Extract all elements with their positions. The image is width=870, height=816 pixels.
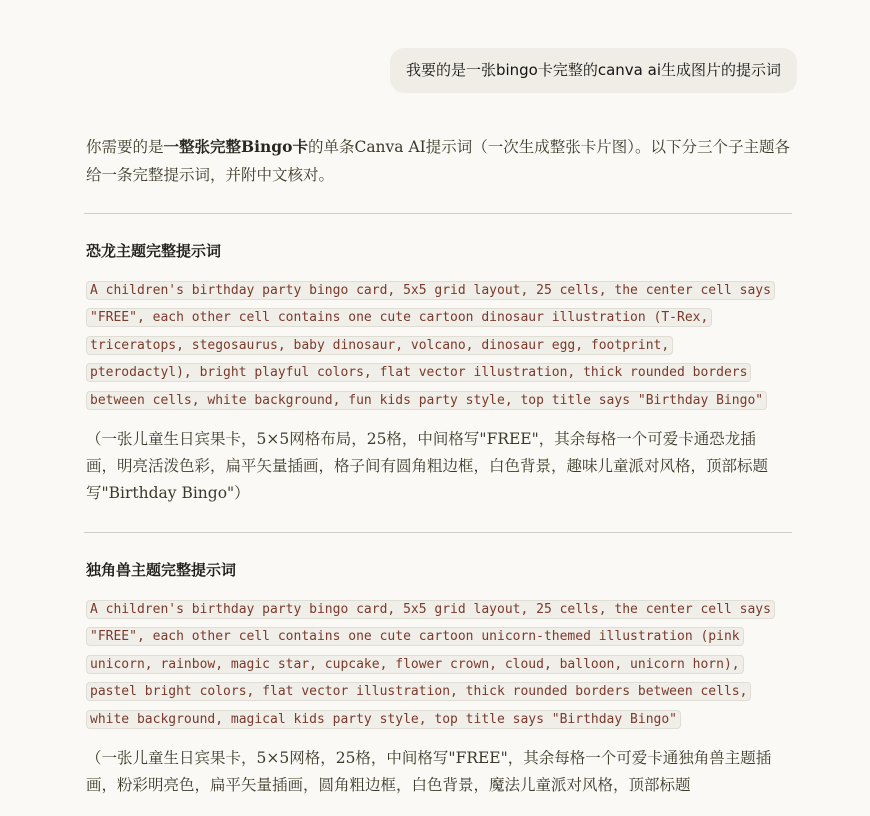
user-message-text: 我要的是一张bingo卡完整的canva ai生成图片的提示词 [405, 61, 781, 79]
intro-prefix: 你需要的是 [86, 138, 164, 156]
section-title-unicorn: 独角兽主题完整提示词 [86, 561, 237, 580]
translation-unicorn: （一张儿童生日宾果卡，5×5网格，25格，中间格写"FREE"，其余每格一个可爱卡通独角兽主题插画，粉彩明亮色，扁平矢量插画，圆角粗边框，白色背景，魔法儿童派对风格，顶部标题 [86, 749, 772, 795]
user-message-bubble [390, 48, 797, 93]
divider [84, 213, 792, 214]
intro-bold: 一整张完整Bingo卡 [163, 137, 308, 156]
translation-dinosaur: （一张儿童生日宾果卡，5×5网格布局，25格，中间格写"FREE"，其余每格一个可爱卡通恐龙插画，明亮活泼色彩，扁平矢量插画，格子间有圆角粗边框，白色背景，趣味儿童派对风格，顶部标题写"Birthday Bingo"） [86, 430, 769, 503]
prompt-code-unicorn[interactable] [86, 596, 776, 733]
prompt-code-text[interactable]: A children's birthday party bingo card, 5x5 grid layout, 25 cells, the center cell says "FREE", each other cell contains one cute cartoon unicorn-themed illustration (pink unicorn, rainbow, magic star, cupcake, flower crown, cloud, balloon, unicorn horn), pastel bright colors, flat vector illustration, thick rounded borders between cells, white background, magical kids party style, top title says "Birthday Bingo" [86, 600, 775, 729]
response-intro [86, 133, 792, 189]
assistant-response [86, 133, 792, 799]
divider [84, 532, 792, 533]
prompt-code-dinosaur[interactable] [86, 277, 776, 414]
section-title-dinosaur: 恐龙主题完整提示词 [86, 242, 222, 260]
intro-suffix: 的单条Canva AI提示词（一次生成整张卡片图）。以下分三个子主题各给一条完整提示词，并附中文核对。 [86, 138, 791, 184]
prompt-code-text[interactable]: A children's birthday party bingo card, 5x5 grid layout, 25 cells, the center cell says "FREE", each other cell contains one cute cartoon dinosaur illustration (T-Rex, triceratops, stegosaurus, baby dinosaur, volcano, dinosaur egg, footprint, pterodactyl), bright playful colors, flat vector illustration, thick rounded borders between cells, white background, fun kids party style, top title says "Birthday Bingo" [86, 281, 775, 410]
